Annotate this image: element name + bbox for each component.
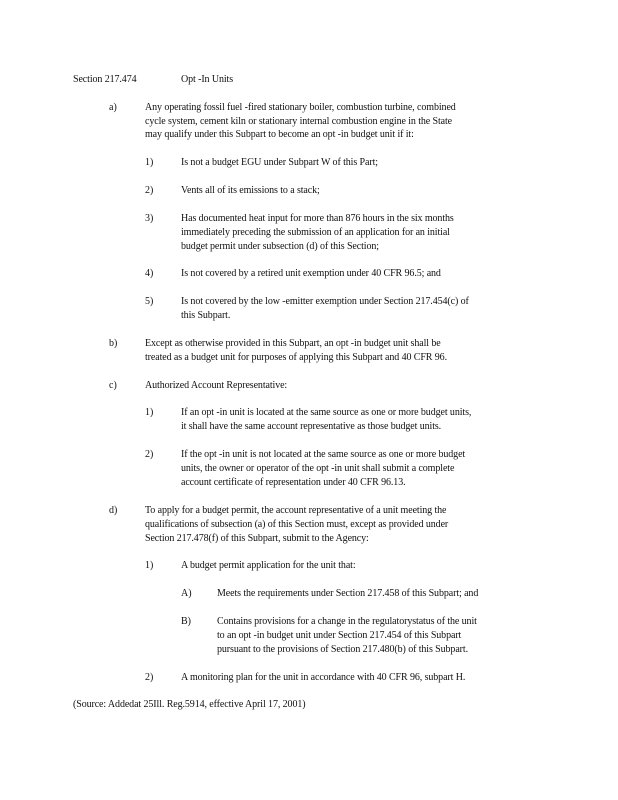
c-item-2-line-2: units, the owner or operator of the opt -in unit shall submit a complete [181, 463, 455, 474]
d-item-1-label: 1) [145, 560, 154, 571]
c-item-2-line-1: If the opt -in unit is not located at the same source as one or more budget [181, 449, 466, 460]
d-item-1b-line-3: pursuant to the provisions of Section 217.480(b) of this Subpart. [217, 644, 468, 655]
section-title: Opt -In Units [181, 74, 234, 85]
source-note: (Source: Addedat 25Ill. Reg.5914, effective April 17, 2001) [73, 699, 306, 710]
d-item-1-text: A budget permit application for the unit that: [181, 560, 356, 571]
a-item-1-label: 1) [145, 157, 154, 168]
c-item-2-line-3: account certificate of representation under 40 CFR 96.13. [181, 477, 406, 488]
subsection-a-label: a) [109, 102, 117, 113]
d-item-1a-label: A) [181, 588, 192, 599]
subsection-a-line-2: cycle system, cement kiln or stationary internal combustion engine in the State [145, 116, 453, 127]
subsection-d-line-2: qualifications of subsection (a) of this Section must, except as provided under [145, 519, 449, 530]
a-item-5-line-2: this Subpart. [181, 310, 231, 321]
a-item-3-line-2: immediately preceding the submission of an application for an initial [181, 227, 450, 238]
c-item-1-label: 1) [145, 407, 154, 418]
d-item-2-label: 2) [145, 672, 154, 683]
a-item-3-label: 3) [145, 213, 154, 224]
a-item-2-text: Vents all of its emissions to a stack; [181, 185, 320, 196]
d-item-1b-label: B) [181, 616, 191, 627]
section-number: Section 217.474 [73, 74, 137, 85]
subsection-d-label: d) [109, 505, 118, 516]
subsection-c-line-1: Authorized Account Representative: [145, 380, 288, 391]
a-item-4-text: Is not covered by a retired unit exemption under 40 CFR 96.5; and [181, 268, 441, 279]
d-item-1a-text: Meets the requirements under Section 217.458 of this Subpart; and [217, 588, 479, 599]
subsection-a-line-3: may qualify under this Subpart to become an opt -in budget unit if it: [145, 129, 414, 140]
d-item-2-text: A monitoring plan for the unit in accordance with 40 CFR 96, subpart H. [181, 672, 466, 683]
subsection-b-line-1: Except as otherwise provided in this Subpart, an opt -in budget unit shall be [145, 338, 441, 349]
d-item-1b-line-2: to an opt -in budget unit under Section 217.454 of this Subpart [217, 630, 462, 641]
a-item-3-line-3: budget permit under subsection (d) of this Section; [181, 241, 379, 252]
a-item-5-line-1: Is not covered by the low -emitter exemption under Section 217.454(c) of [181, 296, 469, 307]
a-item-5-label: 5) [145, 296, 154, 307]
a-item-3-line-1: Has documented heat input for more than 876 hours in the six months [181, 213, 454, 224]
subsection-c-label: c) [109, 380, 117, 391]
a-item-2-label: 2) [145, 185, 154, 196]
c-item-1-line-2: it shall have the same account representative as those budget units. [181, 421, 442, 432]
subsection-b-label: b) [109, 338, 118, 349]
subsection-a-line-1: Any operating fossil fuel -fired stationary boiler, combustion turbine, combined [145, 102, 456, 113]
a-item-4-label: 4) [145, 268, 154, 279]
c-item-1-line-1: If an opt -in unit is located at the same source as one or more budget units, [181, 407, 472, 418]
subsection-d-line-3: Section 217.478(f) of this Subpart, submit to the Agency: [145, 533, 369, 544]
subsection-b-line-2: treated as a budget unit for purposes of applying this Subpart and 40 CFR 96. [145, 352, 447, 363]
c-item-2-label: 2) [145, 449, 154, 460]
d-item-1b-line-1: Contains provisions for a change in the regulatorystatus of the unit [217, 616, 477, 627]
subsection-d-line-1: To apply for a budget permit, the account representative of a unit meeting the [145, 505, 447, 516]
a-item-1-text: Is not a budget EGU under Subpart W of this Part; [181, 157, 378, 168]
